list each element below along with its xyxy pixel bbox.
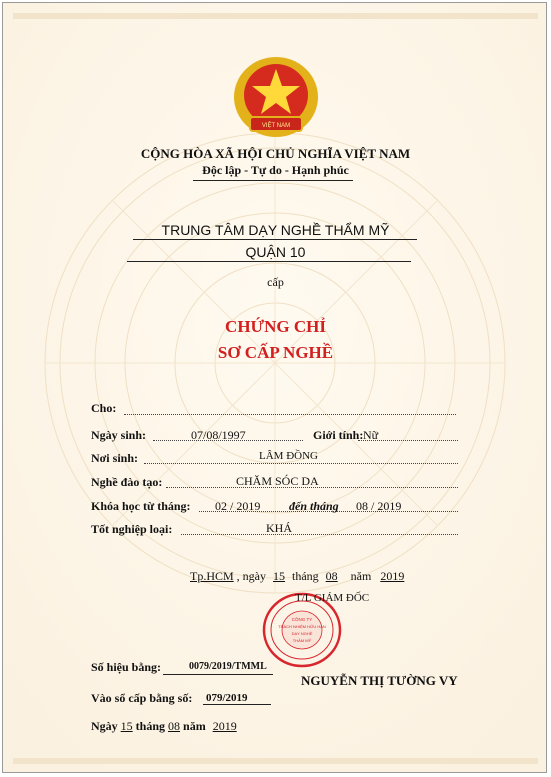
issuer-line-2: QUẬN 10 [245, 244, 306, 260]
gioi-tinh-value: Nữ [363, 428, 379, 442]
issuer-underline-1 [133, 239, 417, 240]
svg-text:TRÁCH NHIỆM HỮU HẠN: TRÁCH NHIỆM HỮU HẠN [278, 624, 326, 629]
nghe-dao-tao-value: CHĂM SÓC DA [236, 474, 319, 488]
tot-nghiep-label: Tốt nghiệp loại: [91, 522, 173, 536]
gioi-tinh-label: Giới tính: [313, 428, 364, 442]
svg-text:DẠY NGHỀ: DẠY NGHỀ [291, 631, 313, 636]
issue-place: Tp.HCM [190, 569, 234, 583]
footer-day: 15 [120, 719, 133, 733]
vao-so-label: Vào sổ cấp bằng số: [91, 691, 193, 705]
nghe-dao-tao-label: Nghề đào tạo: [91, 475, 163, 489]
certificate-frame [2, 2, 547, 773]
emblem-ribbon-text: VIỆT NAM [261, 123, 291, 129]
khoa-hoc-label: Khóa học từ tháng: [91, 499, 191, 513]
vao-so-line [203, 704, 271, 705]
so-hieu-label: Số hiệu bằng: [91, 660, 162, 674]
country-name: CỘNG HÒA XÃ HỘI CHỦ NGHĨA VIỆT NAM [140, 146, 411, 161]
issuer-line-1: TRUNG TÂM DẠY NGHỀ THẨM MỸ [161, 222, 390, 238]
so-hieu-line [163, 674, 273, 675]
vao-so-value: 079/2019 [206, 692, 248, 704]
certificate-title-2: SƠ CẤP NGHỀ [217, 343, 334, 362]
footer-ngay-label: Ngày [91, 719, 118, 733]
footer-month: 08 [168, 719, 181, 733]
den-thang-label: đến tháng [289, 499, 339, 513]
cho-label: Cho: [91, 401, 117, 415]
footer-thang-label: tháng [135, 719, 166, 733]
tu-thang-value: 02 / 2019 [215, 499, 261, 513]
certificate-title-1: CHỨNG CHỈ [225, 317, 326, 336]
ngay-sinh-label: Ngày sinh: [91, 428, 147, 442]
issue-day: 15 [273, 569, 285, 583]
cho-line [124, 414, 456, 415]
signature-name: NGUYỄN THỊ TƯỜNG VY [301, 673, 458, 688]
issue-nam-label: năm [350, 569, 372, 583]
svg-text:CÔNG TY: CÔNG TY [291, 617, 313, 622]
svg-text:THẨM MỸ: THẨM MỸ [292, 638, 312, 643]
signature-title: T/L GIÁM ĐỐC [295, 592, 370, 604]
tot-nghiep-value: KHÁ [266, 521, 292, 535]
den-thang-value: 08 / 2019 [356, 499, 402, 513]
ngay-sinh-value: 07/08/1997 [191, 428, 246, 442]
footer-year: 2019 [212, 719, 237, 733]
issue-year: 2019 [380, 569, 405, 583]
issuer-underline-2 [127, 261, 411, 262]
issue-thang-label: tháng [292, 569, 319, 583]
tot-nghiep-line [181, 534, 458, 535]
footer-nam-label: năm [183, 719, 206, 733]
noi-sinh-line [144, 463, 458, 464]
national-emblem-icon [230, 55, 322, 141]
motto: Độc lập - Tự do - Hạnh phúc [202, 163, 349, 177]
issue-month: 08 [325, 569, 338, 583]
motto-underline [193, 180, 353, 181]
issue-date-line [190, 569, 410, 584]
so-hieu-value: 0079/2019/TMML [189, 661, 267, 672]
noi-sinh-value: LÂM ĐỒNG [259, 450, 318, 462]
noi-sinh-label: Nơi sinh: [91, 451, 138, 465]
footer-date [91, 719, 241, 734]
issuer-cap: cấp [267, 275, 284, 289]
issue-ngay-label: , ngày [236, 569, 266, 583]
